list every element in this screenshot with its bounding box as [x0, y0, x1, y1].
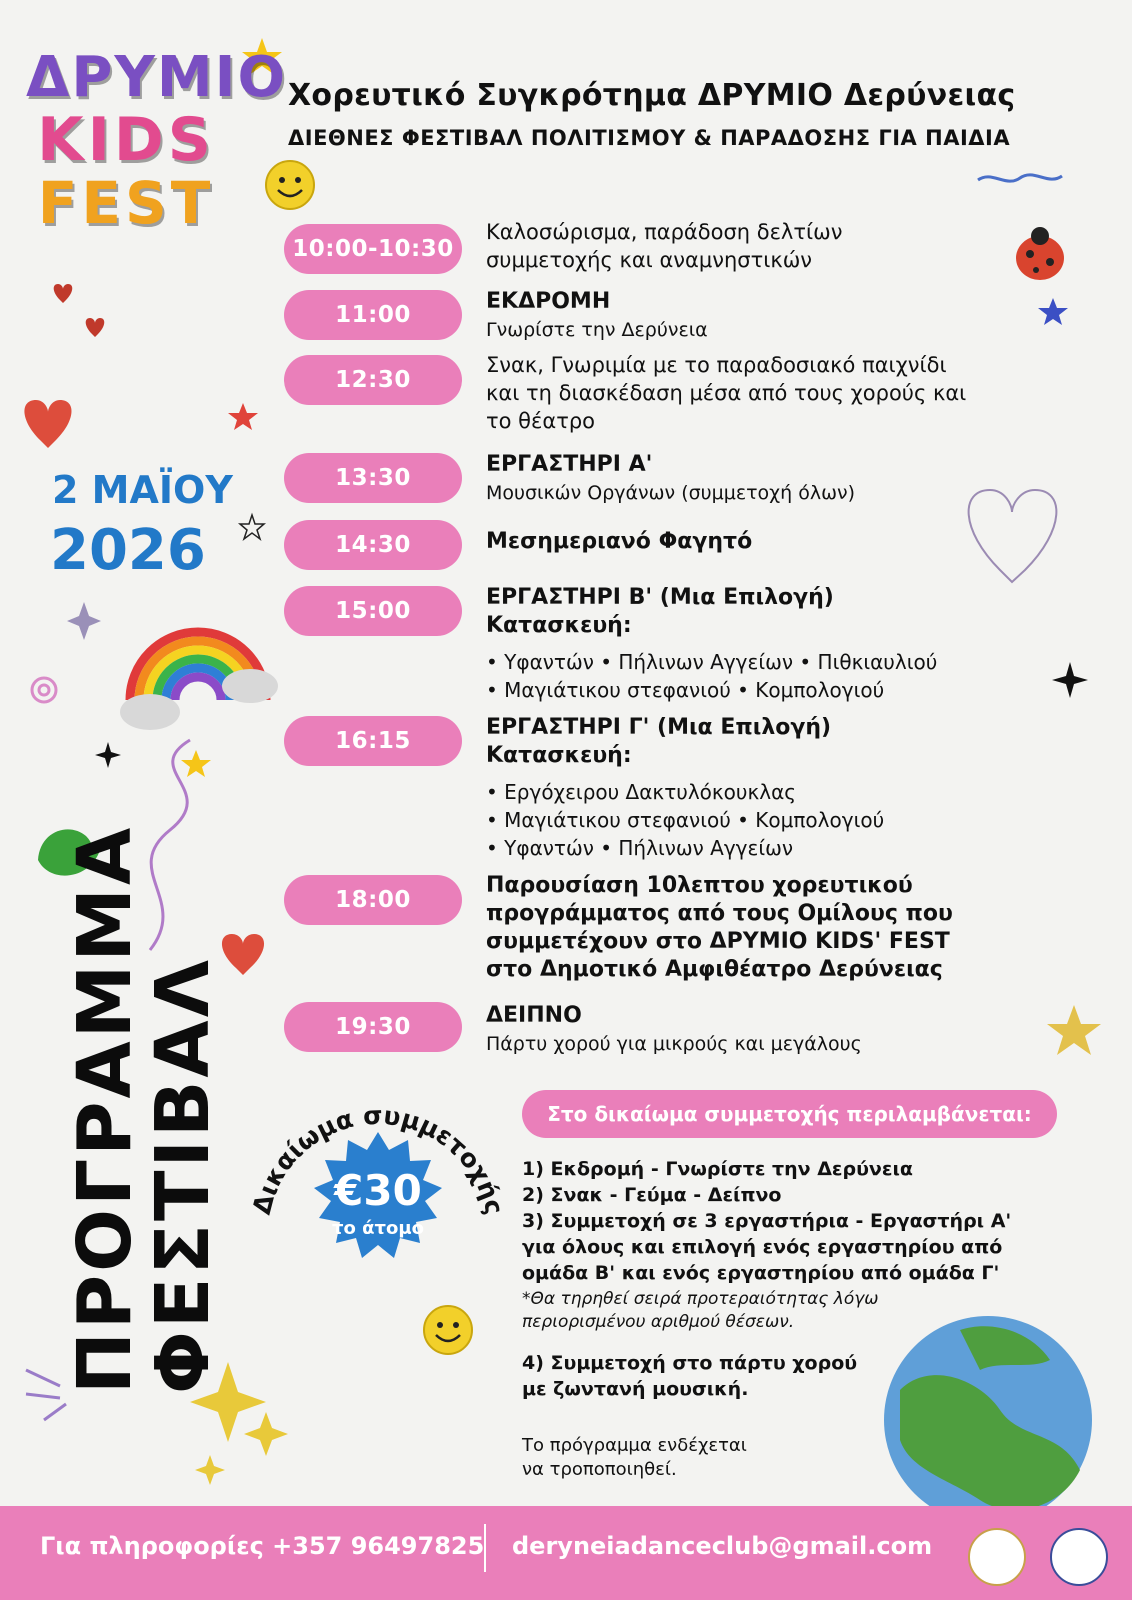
fee-unit: το άτομο	[332, 1218, 424, 1239]
entry-heading: ΔΕΙΠΝΟ	[486, 1003, 582, 1028]
heart-icon	[86, 318, 105, 337]
time-pill: 13:30	[284, 453, 462, 503]
entry-heading: ΕΡΓΑΣΤΗΡΙ Β' (Μια Επιλογή)	[486, 585, 834, 610]
schedule-entry	[486, 451, 1086, 507]
entry-line: προγράμματος από τους Ομίλους που	[486, 901, 953, 926]
time-pill: 15:00	[284, 586, 462, 636]
event-date-day: 2 ΜΑΪΟΥ	[52, 468, 233, 512]
schedule-entry	[486, 351, 1086, 435]
time-pill: 18:00	[284, 875, 462, 925]
fee-label: Δικαίωμα συμμετοχής	[246, 1100, 510, 1218]
included-item-4	[522, 1350, 1042, 1402]
schedule-entry	[486, 714, 1086, 862]
disclaimer-line: να τροποποιηθεί.	[522, 1459, 677, 1480]
entry-line: Μεσημεριανό Φαγητό	[486, 529, 753, 554]
included-note	[522, 1288, 1042, 1334]
festival-logo	[26, 45, 288, 237]
entry-line: στο Δημοτικό Αμφιθέατρο Δερύνειας	[486, 957, 943, 982]
sparkle-icon	[195, 1455, 225, 1485]
entry-line: Παρουσίαση 10λεπτου χορευτικού	[486, 873, 913, 898]
included-item: 2) Σνακ - Γεύμα - Δείπνο	[522, 1184, 782, 1206]
squiggle-decoration	[150, 740, 190, 950]
schedule-entry	[486, 288, 1086, 344]
entry-line: Σνακ, Γνωριμία με το παραδοσιακό παιχνίδι	[486, 353, 947, 377]
entry-bullet-line: • Μαγιάτικου στεφανιού • Κομπολογιού	[486, 678, 885, 702]
footer-divider	[484, 1524, 486, 1572]
schedule-entry	[486, 528, 1086, 556]
entry-bullet-line: • Μαγιάτικου στεφανιού • Κομπολογιού	[486, 808, 885, 832]
included-item: με ζωντανή μουσική.	[522, 1378, 749, 1400]
note-line: *Θα τηρηθεί σειρά προτεραιότητας λόγω	[522, 1289, 879, 1309]
entry-line: Πάρτυ χορού για μικρούς και μεγάλους	[486, 1033, 862, 1055]
event-date-year: 2026	[50, 518, 206, 583]
entry-line: συμμετέχουν στο ΔΡΥΜΙΟ KIDS' FEST	[486, 929, 950, 954]
entry-bullet-line: • Υφαντών • Πήλινων Αγγείων	[486, 836, 794, 860]
heart-icon	[222, 934, 264, 975]
arrow-decoration	[26, 1370, 66, 1420]
time-pill: 16:15	[284, 716, 462, 766]
sparkle-icon	[244, 1412, 288, 1456]
included-title: Στο δικαίωμα συμμετοχής περιλαμβάνεται:	[522, 1090, 1057, 1138]
sparkle-icon	[67, 602, 101, 640]
squiggle-decoration	[978, 175, 1062, 181]
entry-bullet-line: • Εργόχειρου Δακτυλόκουκλας	[486, 780, 797, 804]
entry-subheading: Κατασκευή:	[486, 743, 632, 768]
entry-heading: ΕΡΓΑΣΤΗΡΙ Α'	[486, 452, 653, 477]
logo-line-3: FEST	[37, 169, 215, 237]
smiley-icon	[424, 1306, 472, 1354]
time-pill: 11:00	[284, 290, 462, 340]
municipality-emblem-icon	[1050, 1528, 1108, 1586]
entry-heading: ΕΡΓΑΣΤΗΡΙ Γ' (Μια Επιλογή)	[486, 715, 832, 740]
heart-icon	[54, 284, 73, 303]
included-item: για όλους και επιλογή ενός εργαστηρίου από	[522, 1236, 1003, 1258]
page-subtitle: ΔΙΕΘΝΕΣ ΦΕΣΤΙΒΑΛ ΠΟΛΙΤΙΣΜΟΥ & ΠΑΡΑΔΟΣΗΣ ΓΙΑ ΠΑΙΔΙΑ	[288, 126, 1011, 150]
star-icon	[228, 403, 258, 430]
logo-line-2: KIDS	[37, 105, 215, 175]
disclaimer-line: Το πρόγραμμα ενδέχεται	[522, 1435, 747, 1456]
vertical-title-line-1: ΠΡΟΓΡΑΜΜΑ	[62, 824, 148, 1394]
entry-heading: ΕΚΔΡΟΜΗ	[486, 289, 611, 314]
entry-line: Καλοσώρισμα, παράδοση δελτίων	[486, 220, 843, 244]
entry-line: το θέατρο	[486, 409, 596, 433]
star-icon	[181, 750, 211, 777]
entry-bullet-line: • Υφαντών • Πήλινων Αγγείων • Πιθκιαυλιού	[486, 650, 938, 674]
entry-subheading: Κατασκευή:	[486, 613, 632, 638]
rainbow-icon	[120, 632, 278, 730]
smiley-icon	[266, 161, 314, 209]
entry-line: Γνωρίστε την Δερύνεια	[486, 319, 708, 341]
time-pill: 12:30	[284, 355, 462, 405]
included-item: 4) Συμμετοχή στο πάρτυ χορού	[522, 1352, 858, 1374]
logo-line-1: ΔΡΥΜΙΟ	[26, 45, 288, 110]
schedule-entry	[486, 584, 1086, 704]
schedule-entry	[486, 872, 1086, 984]
page-title: Χορευτικό Συγκρότημα ΔΡΥΜΙΟ Δερύνειας	[288, 78, 1016, 113]
spiral-decoration	[32, 678, 56, 702]
fee-price: €30	[334, 1166, 422, 1215]
schedule-entry	[486, 1002, 1086, 1058]
note-line: περιορισμένου αριθμού θέσεων.	[522, 1312, 795, 1332]
time-pill: 14:30	[284, 520, 462, 570]
star-outline-icon	[240, 515, 264, 539]
included-list	[522, 1156, 1042, 1286]
time-pill: 10:00-10:30	[284, 224, 462, 274]
footer-email[interactable]: deryneiadanceclub@gmail.com	[512, 1532, 933, 1560]
schedule-entry	[486, 218, 1086, 274]
included-item: ομάδα Β' και ενός εργαστηρίου από ομάδα Γ'	[522, 1262, 1000, 1284]
entry-line: και τη διασκέδαση μέσα από τους χορούς και	[486, 381, 967, 405]
club-emblem-icon	[968, 1528, 1026, 1586]
entry-line: συμμετοχής και αναμνηστικών	[486, 248, 813, 272]
vertical-title-line-2: ΦΕΣΤΙΒΑΛ	[140, 957, 226, 1394]
included-item: 3) Συμμετοχή σε 3 εργαστήρια - Εργαστήρι Α'	[522, 1210, 1012, 1232]
heart-icon	[24, 400, 71, 448]
disclaimer	[522, 1434, 1042, 1482]
footer-phone[interactable]: Για πληροφορίες +357 96497825	[40, 1532, 485, 1560]
included-item: 1) Εκδρομή - Γνωρίστε την Δερύνεια	[522, 1158, 913, 1180]
sparkle-icon	[95, 742, 121, 768]
time-pill: 19:30	[284, 1002, 462, 1052]
entry-line: Μουσικών Οργάνων (συμμετοχή όλων)	[486, 482, 856, 504]
